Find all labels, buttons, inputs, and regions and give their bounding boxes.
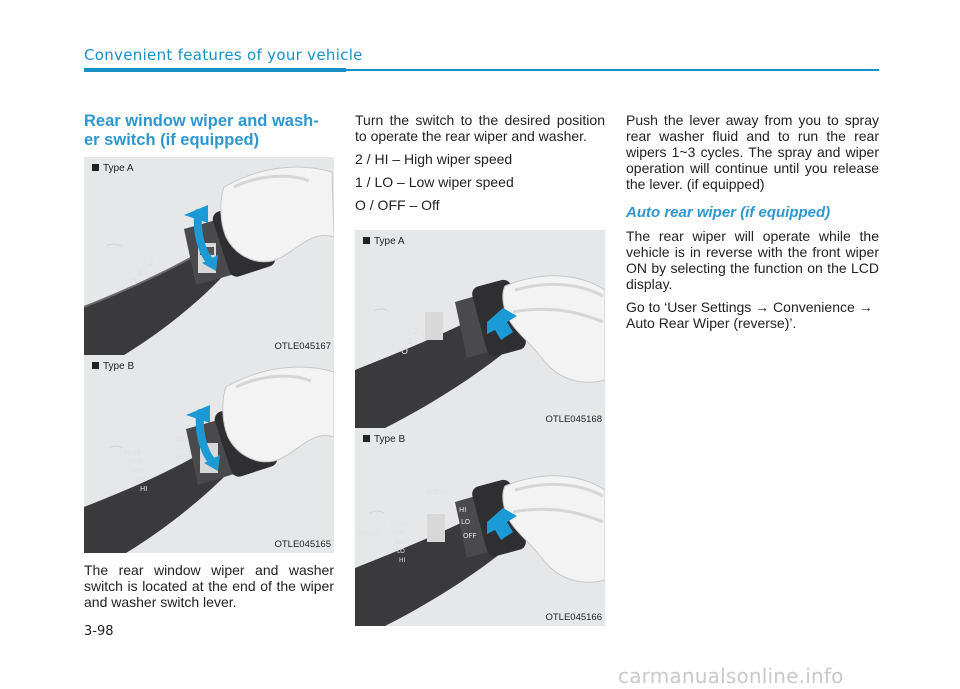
figure-code: OTLE045165 (274, 539, 331, 550)
svg-text:HI: HI (140, 485, 148, 493)
svg-text:LO: LO (397, 548, 405, 555)
washer-lever-illustration (355, 428, 605, 626)
svg-text:⌒: ⌒ (108, 444, 125, 463)
svg-text:FRONT: FRONT (359, 531, 380, 538)
svg-text:MIST: MIST (124, 449, 141, 457)
section-title: Convenient features of your vehicle (84, 46, 363, 64)
svg-text:LO: LO (136, 476, 146, 484)
auto-rear-wiper-paragraph: The rear wiper will operate while the vehicle is in reverse with the front wiper ON by selecting the function on the LCD display. (626, 228, 879, 292)
wiper-lever-illustration (84, 157, 334, 355)
figure-washer-type-b (355, 428, 605, 626)
settings-path-paragraph: Go to ‘User Settings → Convenience → Auto Rear Wiper (reverse)’. (626, 299, 873, 331)
svg-text:⌒: ⌒ (373, 307, 390, 326)
svg-text:OFF: OFF (393, 530, 405, 537)
figure-type-label: Type B (363, 434, 405, 445)
column-left-body (84, 562, 334, 610)
svg-text:OFF: OFF (176, 453, 190, 461)
svg-text:LO: LO (461, 518, 471, 526)
column-right (626, 112, 879, 338)
svg-text:2: 2 (148, 258, 154, 268)
body-paragraph: The rear window wiper and washer switch is located at the end of the wiper and washer switch lever. (84, 562, 334, 610)
svg-text:2: 2 (413, 327, 419, 337)
figure-type-label: Type B (92, 361, 134, 372)
svg-text:O: O (130, 278, 138, 288)
washer-lever-illustration (355, 230, 605, 428)
svg-text:INT: INT (132, 467, 144, 475)
mode-item: O / OFF – Off (355, 197, 440, 213)
mode-item: 2 / HI – High wiper speed (355, 151, 513, 167)
svg-text:1: 1 (407, 337, 413, 347)
svg-text:1: 1 (138, 268, 144, 278)
figure-code: OTLE045168 (545, 414, 602, 425)
intro-paragraph: Turn the switch to the desired position to operate the rear wiper and washer. (355, 112, 605, 144)
header-bar (84, 68, 346, 72)
heading-line-1: Rear window wiper and wash- (84, 112, 319, 130)
svg-text:HI: HI (459, 506, 467, 514)
body-paragraph: Push the lever away from you to spray rear washer fluid and to run the rear wipers 1~3 cycles. The spray and wiper operation will continue until you release the lever. (if equipped) (626, 112, 879, 192)
figure-rear-wiper-type-b (84, 355, 334, 553)
heading-line-2: er switch (if equipped) (84, 131, 260, 149)
svg-text:OFF: OFF (463, 532, 477, 540)
figure-type-label: Type A (363, 236, 405, 247)
figure-type-label: Type A (92, 163, 134, 174)
header-rule (346, 69, 879, 71)
svg-text:HI: HI (399, 557, 406, 564)
wiper-lever-illustration (84, 355, 334, 553)
auto-rear-wiper-heading: Auto rear wiper (if equipped) (626, 204, 831, 221)
svg-text:AUTO: AUTO (425, 488, 445, 496)
column-middle (355, 112, 605, 220)
svg-text:LO: LO (176, 435, 186, 443)
figure-code: OTLE045166 (545, 612, 602, 623)
watermark: carmanualsonline.info (618, 664, 844, 688)
svg-text:⌒: ⌒ (369, 509, 386, 528)
svg-text:OFF: OFF (128, 458, 142, 466)
section-heading (84, 112, 334, 150)
page-number: 3-98 (84, 624, 114, 639)
figure-rear-wiper-type-a (84, 157, 334, 355)
figure-code: OTLE045167 (274, 341, 331, 352)
mode-item: 1 / LO – Low wiper speed (355, 174, 514, 190)
svg-text:INT: INT (395, 539, 405, 546)
svg-text:⌒: ⌒ (106, 242, 123, 261)
svg-text:O: O (401, 347, 409, 357)
figure-washer-type-a (355, 230, 605, 428)
svg-text:MIST: MIST (391, 521, 406, 528)
